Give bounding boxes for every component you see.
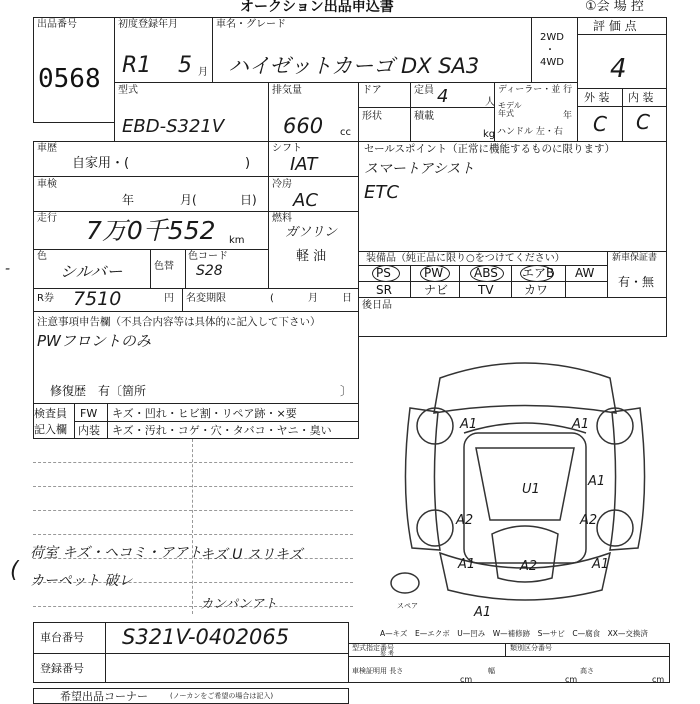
color-code-value: S28	[196, 263, 223, 279]
type-designation-label: 型式指定番号	[352, 644, 394, 652]
ac-label: 冷房	[272, 179, 292, 190]
damage-legend: A—キズ E—エクボ U—凹み W—補修跡 S—サビ C—腐食 XX—交換済	[380, 629, 648, 638]
equip-tv: TV	[478, 283, 494, 297]
capacity-unit: 人	[485, 97, 495, 108]
history-value: 自家用・(	[72, 156, 130, 171]
handwritten-note-4: カンパンアト	[200, 597, 278, 612]
repair-history-close: 〕	[340, 384, 353, 398]
model-value: EBD-S321V	[122, 116, 225, 137]
color-code-label: 色コード	[188, 251, 228, 262]
inspection-cell	[33, 176, 269, 212]
sales-point-1: スマートアシスト	[364, 161, 475, 177]
score-label: 評 価 点	[593, 19, 637, 33]
capacity-value: 4	[437, 86, 449, 107]
equip-aw: AW	[575, 266, 595, 280]
spare-label: スペア	[397, 602, 418, 610]
exterior-label: 外 装	[584, 91, 610, 104]
venue-copy-label: ①会 場 控	[585, 0, 644, 14]
footer-note: (ノーカンをご希望の場合は記入)	[170, 692, 274, 700]
warranty-value: 有・無	[618, 275, 655, 289]
name-change-day: 日	[342, 293, 352, 304]
damage-mark-3: U1	[522, 482, 540, 497]
equip-ps: PS	[376, 266, 391, 280]
dealer-label: ディーラー・並 行	[498, 85, 573, 95]
lot-number: 0568	[38, 64, 101, 94]
inspector-fw-items: キズ・凹れ・ヒビ割・リペア跡・×要	[112, 407, 297, 420]
handle-label: ハンドル 左・右	[497, 127, 563, 137]
damage-mark-4: A2	[456, 513, 474, 528]
model-year-label: モデル年式	[498, 101, 522, 118]
width-unit: cm	[565, 675, 578, 684]
equip-pw: PW	[424, 266, 444, 280]
load-label: 積載	[414, 111, 434, 122]
load-unit: kg	[483, 129, 496, 140]
width-label: 幅	[488, 667, 495, 675]
capacity-label: 定員	[414, 85, 434, 96]
inspector-label-1: 検査員	[34, 407, 67, 420]
name-change-paren: (	[270, 293, 274, 304]
inspection-month: 月(	[180, 193, 197, 207]
inspector-interior: 内装	[78, 424, 100, 437]
handwritten-note-1: 荷室 キズ・ヘコミ・アアト	[30, 545, 203, 561]
door-label: ドア	[362, 85, 382, 96]
drive-2wd: 2WD	[540, 32, 564, 43]
shape-label: 形状	[362, 111, 382, 122]
inspector-interior-items: キズ・汚れ・コゲ・穴・タバコ・ヤニ・臭い	[112, 424, 332, 437]
inspector-label-2: 記入欄	[34, 423, 67, 436]
inspector-fw: FW	[80, 407, 98, 420]
classification-label: 類別区分番号	[510, 644, 552, 652]
equip-navi: ナビ	[424, 283, 449, 297]
handwritten-note-2: カーペット 破レ	[30, 573, 133, 589]
damage-mark-5: A1	[588, 474, 606, 489]
interior-label: 内 装	[628, 91, 654, 104]
name-change-month: 月	[308, 293, 318, 304]
equip-sr: SR	[376, 283, 392, 297]
drive-dot: ・	[545, 45, 555, 56]
history-cell	[33, 141, 269, 177]
drive-4wd: 4WD	[540, 57, 564, 68]
equip-leather: カワ	[524, 283, 549, 297]
equipment-label: 装備品（純正品に限り○をつけてください）	[366, 253, 565, 264]
spec-ref-label: 参 考	[380, 651, 394, 658]
damage-mark-6: A2	[580, 513, 598, 528]
aftermarket-label: 後日品	[362, 300, 392, 311]
notes-label: 注意事項申告欄（不具合内容等は具体的に記入して下さい）	[37, 316, 321, 328]
color-change-label: 色替	[154, 261, 174, 272]
displacement-value: 660	[283, 114, 324, 138]
recycle-value: 7510	[73, 288, 122, 310]
inspection-day: 日)	[240, 193, 257, 207]
damage-mark-8: A2	[520, 559, 538, 574]
ac-value: AC	[293, 190, 318, 211]
inspection-year: 年	[122, 193, 135, 207]
warranty-label: 新車保証書	[612, 253, 658, 263]
fuel-light-oil: 軽 油	[296, 249, 327, 264]
damage-mark-10: A1	[474, 605, 492, 620]
fuel-label: 燃料	[272, 213, 292, 224]
model-year-unit: 年	[563, 111, 573, 121]
score-value: 4	[610, 54, 627, 84]
history-close: )	[245, 156, 251, 171]
exterior-grade: C	[593, 112, 607, 136]
name-change-label: 名変期限	[186, 293, 226, 304]
first-reg-era: R1	[122, 53, 152, 78]
model-label: 型式	[118, 85, 138, 96]
equip-airbag: エアB	[522, 266, 555, 280]
sales-points-cell	[358, 141, 667, 252]
shift-value: IAT	[290, 154, 318, 175]
first-reg-month: 5	[178, 53, 192, 78]
mileage-unit: km	[229, 235, 245, 246]
spec-table	[348, 643, 670, 683]
first-reg-month-unit: 月	[198, 67, 208, 78]
displacement-label: 排気量	[272, 85, 302, 96]
displacement-unit: cc	[340, 127, 351, 138]
mileage-label: 走行	[37, 213, 57, 224]
sales-point-2: ETC	[364, 182, 399, 203]
notes-value: PWフロントのみ	[37, 332, 151, 350]
height-unit: cm	[652, 675, 665, 684]
inspection-label: 車検	[37, 179, 57, 190]
recycle-unit: 円	[164, 293, 174, 304]
first-reg-label: 初度登録年月	[118, 19, 178, 30]
damage-mark-2: A1	[572, 417, 590, 432]
aftermarket-cell	[358, 297, 667, 337]
damage-mark-1: A1	[460, 417, 478, 432]
footer-label: 希望出品コーナー	[60, 690, 148, 703]
form-title: オークション出品申込書	[240, 0, 394, 15]
damage-mark-9: A1	[592, 557, 610, 572]
color-label: 色	[37, 251, 47, 262]
sales-points-label: セールスポイント（正常に機能するものに限ります）	[364, 143, 616, 155]
length-unit: cm	[460, 675, 473, 684]
lot-number-label: 出品番号	[37, 19, 77, 30]
car-name-value: ハイゼットカーゴ DX SA3	[228, 54, 480, 78]
length-label: 車検証明用 長さ	[352, 667, 404, 675]
fuel-value: ガソリン	[285, 225, 338, 240]
chassis-number: S321V-0402065	[122, 625, 290, 649]
margin-paren: (	[10, 558, 19, 583]
repair-history: 修復歴 有〔箇所	[50, 384, 147, 398]
margin-mark: -	[5, 261, 11, 277]
height-label: 高さ	[580, 667, 594, 675]
mileage-value: 7万0千552	[86, 216, 216, 245]
registration-label: 登録番号	[40, 662, 84, 675]
shift-label: シフト	[272, 143, 302, 154]
equip-abs: ABS	[474, 266, 498, 280]
interior-grade: C	[636, 110, 650, 134]
car-name-label: 車名・グレード	[216, 19, 286, 30]
history-label: 車歴	[37, 143, 57, 154]
damage-mark-7: A1	[458, 557, 476, 572]
chassis-label: 車台番号	[40, 631, 84, 644]
recycle-label: R券	[37, 293, 54, 304]
handwritten-note-3: キズ U スリキズ	[200, 547, 303, 563]
color-value: シルバー	[60, 262, 123, 281]
